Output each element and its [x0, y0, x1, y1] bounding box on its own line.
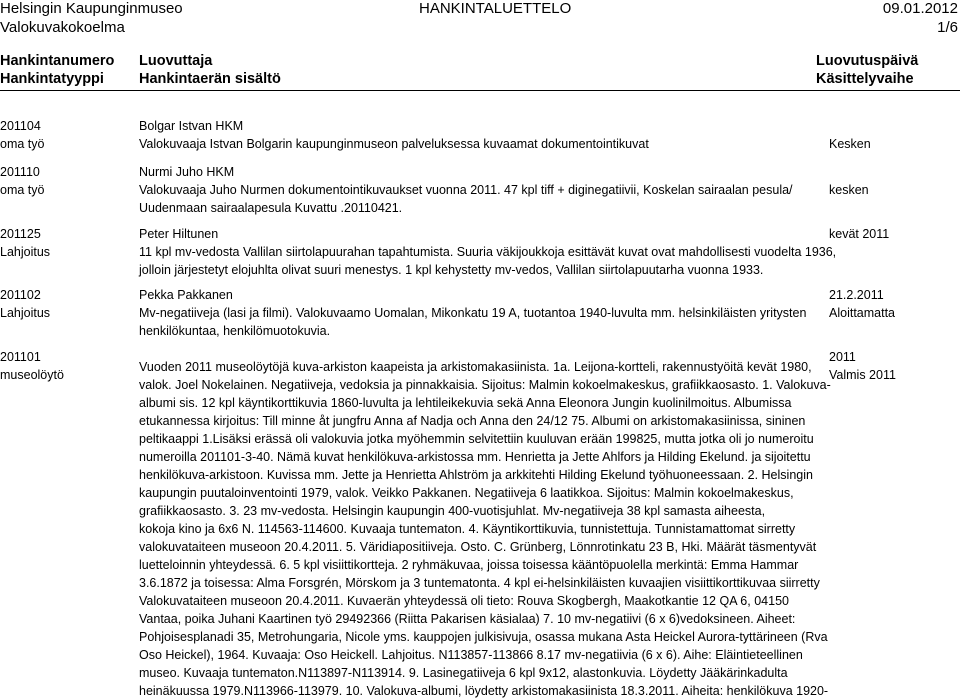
content-line: Vantaa, poika Juhani Kaartinen työ 29492366 (Riitta Pakarisen käsialaa) 7. 10 mv-negatiivi (6 x 6)vedoksineen. Aiheet:	[139, 612, 796, 626]
content-line: Uudenmaan sairaalapesula Kuvattu .20110421.	[139, 201, 403, 215]
content-line: peltikaappi 1.Lisäksi erässä oli valokuvia jotka myöhemmin selvitettiin kuuluvan erään 199825, mutta jotka oli jo numeroitu	[139, 432, 814, 446]
content-line: heinäkuussa 1979.N113966-113979. 10. Valokuva-albumi, löydetty arkistomakasiinista 18.3.2011. Aiheita: henkilökuva 1920-	[139, 684, 829, 698]
document-date: 09.01.2012	[882, 0, 958, 17]
acquisition-type: museolöytö	[0, 368, 64, 382]
content-line: henkilökuntaa, henkilömuotokuvia.	[139, 324, 331, 338]
content-line: etukannessa kirjoitus: Till minne åt jungfru Anna af Nadja och Anna den 24/12 75. Albumi on arkistomakasiinissa, sininen	[139, 414, 806, 428]
donor-name: Nurmi Juho HKM	[139, 165, 235, 179]
processing-stage: Valmis 2011	[829, 368, 896, 382]
heading-batch-content: Hankintaerän sisältö	[139, 71, 281, 87]
acquisition-number: 201110	[0, 165, 40, 179]
content-line: albumi sis. 12 kpl käyntikorttikuvia 1860-luvulta ja lehtileikekuvia sekä Anna Eleonora Jungin kuolinilmoitus. Albumissa	[139, 396, 792, 410]
content-line: Valokuvaaja Juho Nurmen dokumentointikuvaukset vuonna 2011. 47 kpl tiff + diginegatiivii, Koskelan sairaalan pesula/	[139, 183, 793, 197]
heading-donor: Luovuttaja	[139, 53, 213, 69]
acquisition-type: Lahjoitus	[0, 245, 51, 259]
content-line: valok. Joel Nokelainen. Negatiiveja, vedoksia ja pinnakkaisia. Sijoitus: Malmin kokoelmakeskus, grafiikkaosasto. 1. Valokuva-	[139, 378, 831, 392]
heading-processing-stage: Käsittelyvaihe	[816, 71, 914, 87]
content-line: 3.6.1872 ja toisessa: Alma Forsgrén, Mörskom ja 3 tuntematonta. 4 kpl ei-helsinkiläisten kuvaajien visiittikorttikuvaa siirretty	[139, 576, 820, 590]
content-line: grafiikkaosasto. 3. 23 mv-vedosta. Helsingin kaupungin 400-vuotisjuhlat. Mv-negatiiveja 38 kpl samasta aiheesta,	[139, 504, 766, 518]
content-line: Mv-negatiiveja (lasi ja filmi). Valokuvaamo Uomalan, Mikonkatu 19 A, tuotantoa 1940-luvulta mm. helsinkiläisten yritysten	[139, 306, 807, 320]
acquisition-type: Lahjoitus	[0, 306, 51, 320]
content-line: luetteloinnin yhteydessä. 6. 5 kpl visiittikortteja. 2 ryhmäkuvaa, joissa toisessa kääntöpuolella merkintä: Emma Hammar	[139, 558, 799, 572]
handover-date: 21.2.2011	[829, 288, 884, 302]
heading-acquisition-number: Hankintanumero	[0, 53, 115, 69]
page-number: 1/6	[937, 19, 958, 36]
content-line: Vuoden 2011 museolöytöjä kuva-arkiston kaapeista ja arkistomakasiinista. 1a. Leijona-kortteli, rakennustyöitä kevät 1980,	[139, 360, 812, 374]
acquisition-type: oma työ	[0, 137, 45, 151]
acquisition-number: 201104	[0, 119, 41, 133]
content-line: Oso Heickel), 1964. Kuvaaja: Oso Heickell. Lahjoitus. N113857-113866 8.17 mv-negatiivia (6 x 6). Aihe: Eläintieteellinen	[139, 648, 803, 662]
header-divider	[0, 90, 960, 91]
content-line: kokoja kino ja 6x6 N. 114563-114600. Kuvaaja tuntematon. 4. Käyntikorttikuvia, tunnistettuja. Tunnistamattomat sirretty	[139, 522, 796, 536]
content-line: 11 kpl mv-vedosta Vallilan siirtolapuurahan tapahtumista. Suuria väkijoukkoja esittävät kuvat ovat mahdollisesti vuodelta 1936,	[139, 245, 837, 259]
collection-name: Valokuvakokoelma	[0, 19, 125, 36]
processing-stage: kesken	[829, 183, 869, 197]
document-title: HANKINTALUETTELO	[419, 0, 572, 17]
content-line: Valokuvaaja Istvan Bolgarin kaupunginmuseon palveluksessa kuvaamat dokumentointikuvat	[139, 137, 649, 151]
content-line: Valokuvataiteen museoon 20.4.2011. Kuvaerän yhteydessä oli tieto: Rouva Skogbergh, Maakotkantie 12 QA 6, 04150	[139, 594, 789, 608]
acquisition-number: 201102	[0, 288, 41, 302]
donor-name: Pekka Pakkanen	[139, 288, 233, 302]
content-line: henkilökuva-arkistoon. Kuvissa mm. Jette ja Henrietta Ahlström ja arkkitehti Hilding Ekelund työhuoneessaan. 2. Helsingin	[139, 468, 813, 482]
content-line: Pohjoisesplanadi 35, Metrohungaria, Nicole yms. kauppojen julkisivuja, osassa mukana Asta Heickel Aurora-tyttärineen (Rva	[139, 630, 828, 644]
content-line: jolloin järjestetyt elojuhlta olivat suuri menestys. 1 kpl kehystetty mv-vedos, Vallilan siirtolapuutarha vuonna 1933.	[139, 263, 764, 277]
donor-name: Bolgar Istvan HKM	[139, 119, 244, 133]
acquisition-type: oma työ	[0, 183, 45, 197]
content-line: valokuvataiteen museoon 20.4.2011. 5. Väridiapositiiveja. Osto. C. Grünberg, Lönnrotinkatu 23 B, Hki. Määrät täsmentyvät	[139, 540, 817, 554]
processing-stage: Aloittamatta	[829, 306, 896, 320]
handover-date: kevät 2011	[829, 227, 890, 241]
heading-acquisition-type: Hankintatyyppi	[0, 71, 104, 87]
content-line: numeroilla 201101-3-40. Nämä kuvat henkilökuva-arkistossa mm. Henrietta ja Jette Ahlfors ja Hilding Ekelund. ja sijoitettu	[139, 450, 811, 464]
acquisition-number: 201125	[0, 227, 41, 241]
donor-name: Peter Hiltunen	[139, 227, 219, 241]
processing-stage: Kesken	[829, 137, 871, 151]
organization-name: Helsingin Kaupunginmuseo	[0, 0, 183, 17]
heading-handover-date: Luovutuspäivä	[816, 53, 919, 69]
content-line: museo. Kuvaaja tuntematon.N113897-N113914. 9. Lasinegatiiveja 6 kpl 9x12, alastonkuvia. Löydetty Jääkärinkadulta	[139, 666, 788, 680]
content-line: kaupungin puutaloinventointi 1979, valok. Veikko Pakkanen. Negatiiveja 6 laatikkoa. Sijoitus: Malmin kokoelmakeskus,	[139, 486, 794, 500]
acquisition-number: 201101	[0, 350, 41, 364]
handover-date: 2011	[829, 350, 856, 364]
